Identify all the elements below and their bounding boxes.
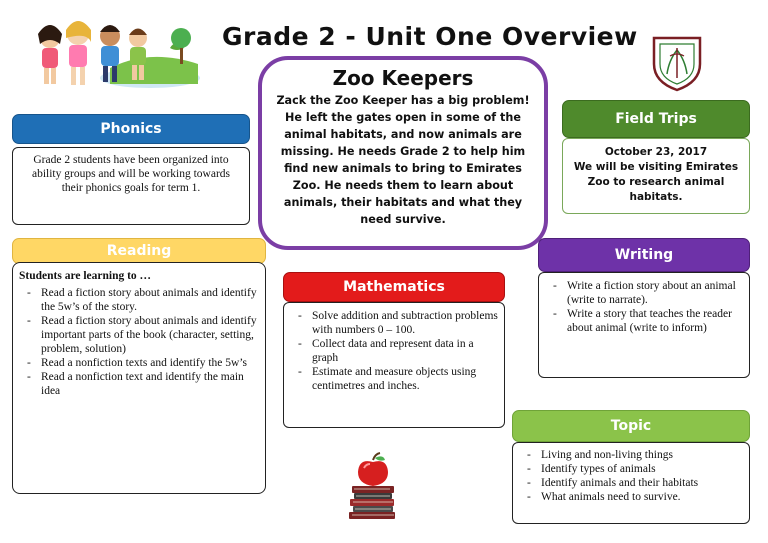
phonics-panel (12, 147, 250, 225)
list-item: - Write a fiction story about an animal (write to narrate). (545, 279, 743, 307)
topic-panel (512, 442, 750, 524)
zoo-keepers-panel (258, 56, 548, 250)
list-item: - Read a nonfiction texts and identify the 5w’s (19, 356, 259, 370)
field-trip-text: We will be visiting Emirates Zoo to research animal habitats. (573, 161, 739, 203)
zoo-keepers-title: Zoo Keepers (332, 66, 474, 90)
writing-list (545, 279, 743, 335)
field-trip-date: October 23, 2017 (604, 146, 708, 158)
list-item: - Read a nonfiction text and identify the main idea (19, 370, 259, 398)
list-item: - Identify types of animals (519, 462, 743, 476)
zoo-keepers-text: Zack the Zoo Keeper has a big problem! He left the gates open in some of the animal habitats, and now animals are missing. He needs Grade 2 to help him find new animals to bring to Emirates Zoo. He needs them to learn about animals, their habitats and what they need survive. (276, 94, 530, 226)
writing-panel (538, 272, 750, 378)
list-item: - Solve addition and subtraction problems with numbers 0 – 100. (290, 309, 498, 337)
reading-intro: Students are learning to … (19, 270, 152, 282)
reading-list (19, 286, 259, 398)
list-item: - Estimate and measure objects using centimetres and inches. (290, 365, 498, 393)
mathematics-header: Mathematics (283, 272, 505, 302)
page-title: Grade 2 - Unit One Overview (222, 22, 638, 51)
reading-header: Reading (12, 238, 266, 264)
list-item: - Identify animals and their habitats (519, 476, 743, 490)
school-crest-icon (650, 34, 704, 92)
mathematics-panel (283, 302, 505, 428)
writing-header: Writing (538, 238, 750, 272)
topic-header: Topic (512, 410, 750, 442)
list-item: - Collect data and represent data in a graph (290, 337, 498, 365)
list-item: - What animals need to survive. (519, 490, 743, 504)
phonics-header: Phonics (12, 114, 250, 144)
field-trips-panel (562, 138, 750, 214)
phonics-text: Grade 2 students have been organized into ability groups and will be working towards their phonics goals for term 1. (31, 154, 231, 194)
kids-illustration (30, 8, 200, 94)
list-item: - Write a story that teaches the reader about animal (write to inform) (545, 307, 743, 335)
topic-list (519, 448, 743, 504)
list-item: - Living and non-living things (519, 448, 743, 462)
reading-panel (12, 262, 266, 494)
apple-on-books-icon (344, 452, 402, 522)
mathematics-list (290, 309, 498, 393)
field-trips-header: Field Trips (562, 100, 750, 138)
list-item: - Read a fiction story about animals and identify the 5w’s of the story. (19, 286, 259, 314)
list-item: - Read a fiction story about animals and identify important parts of the book (character, setting, problem, solution) (19, 314, 259, 356)
